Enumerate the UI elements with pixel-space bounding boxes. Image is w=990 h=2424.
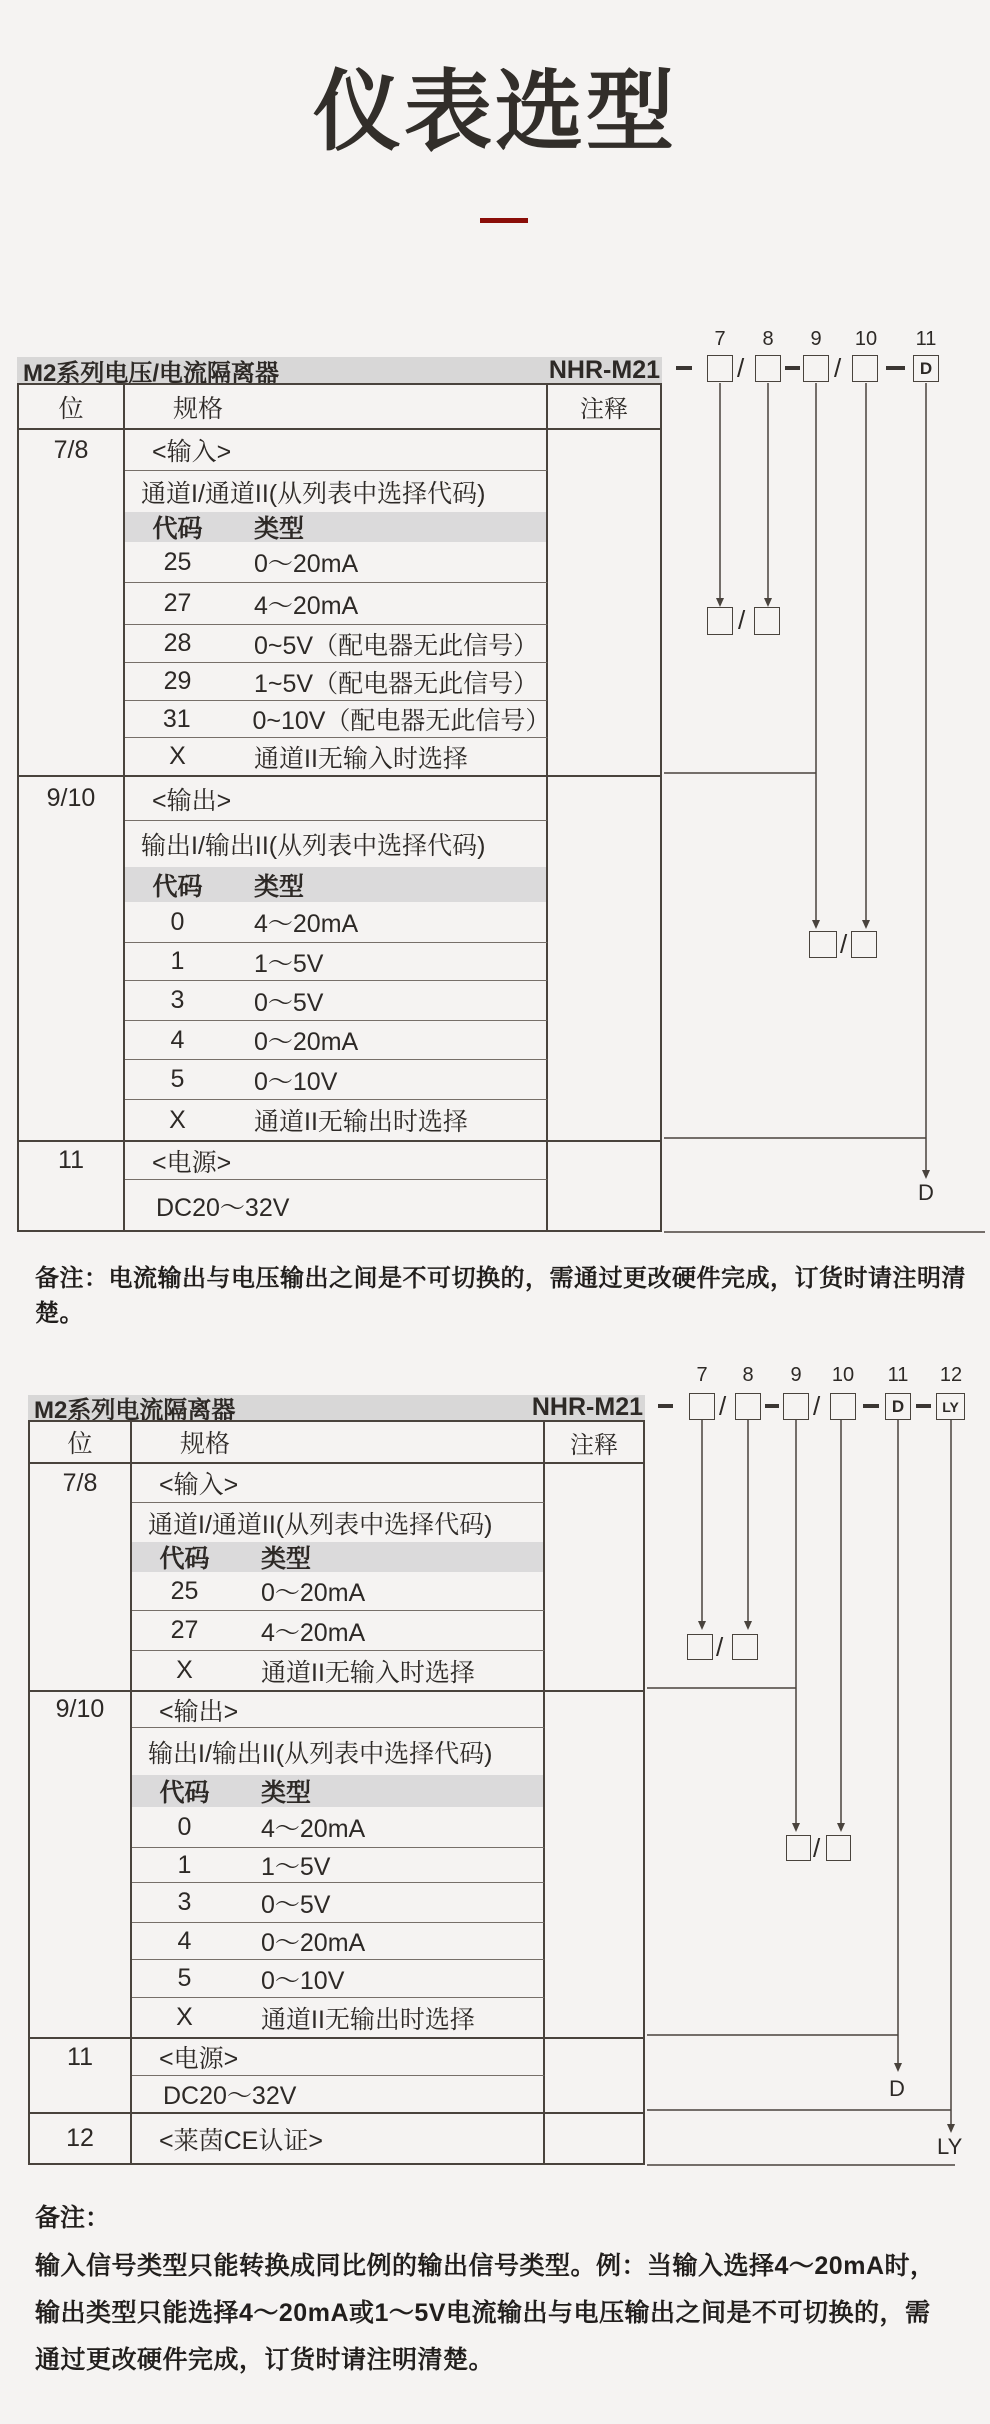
note2-title: 备注：: [35, 2204, 111, 2232]
table-row-value: [30, 2075, 643, 2112]
table-row-subtitle: [30, 1727, 643, 1775]
table2-model-prefix: NHR-M21: [531, 1393, 643, 1421]
pos-cell: [30, 1882, 132, 1922]
code-value: 1: [177, 1850, 192, 1879]
dash-separator: [658, 1404, 673, 1408]
pos-cell: [19, 1179, 125, 1232]
digit-label: 9: [790, 1364, 802, 1386]
code-value: X: [176, 1656, 193, 1684]
table-row-subtitle: [19, 820, 660, 867]
pos-cell: [19, 980, 125, 1020]
code-cell: [125, 700, 551, 737]
slash-separator: /: [813, 1833, 821, 1863]
output-channel-box-2: [851, 931, 877, 958]
table-row-section-title: [30, 2037, 643, 2075]
pos-cell: [19, 1099, 125, 1140]
slash-separator: /: [716, 1632, 724, 1662]
table-row-code: [30, 1610, 643, 1650]
table-row-code: [19, 662, 660, 700]
type-value: 通道II无输出时选择: [261, 2005, 475, 2034]
slash-separator: /: [737, 353, 745, 383]
pos-cell: 12: [30, 2114, 132, 2163]
code-value: 28: [163, 629, 192, 657]
note-cell: [548, 777, 660, 820]
code-cell: [125, 942, 548, 980]
code-value: X: [176, 2003, 193, 2031]
type-value: 0～20mA: [261, 1929, 366, 1957]
dash-separator: [765, 1404, 779, 1408]
power-code-label: D: [889, 2076, 905, 2101]
note-cell: [545, 1847, 643, 1882]
table-row-value: [19, 1179, 660, 1232]
digit-label: 7: [696, 1364, 708, 1386]
table-row-section-title: [30, 1464, 643, 1502]
note-cell: [545, 2075, 643, 2112]
table-row-code: [19, 980, 660, 1020]
note-cell: [545, 2114, 643, 2163]
note-cell: [545, 1464, 643, 1502]
code-value: X: [169, 742, 186, 770]
note-cell: [545, 1882, 643, 1922]
table-row-subtitle: [19, 470, 660, 512]
table1-grid: [17, 383, 662, 1232]
digit-label: 8: [742, 1364, 754, 1386]
pos-cell: 9/10: [19, 777, 125, 820]
dash-separator: [886, 366, 905, 370]
table-row-code: [19, 902, 660, 942]
pos-cell: [30, 2075, 132, 2112]
table-row-subtitle: [30, 1502, 643, 1542]
note-cell: [545, 1502, 643, 1542]
code-value: 0: [177, 1812, 192, 1841]
type-value: 通道II无输入时选择: [261, 1658, 475, 1687]
col-header-note: 注释: [580, 396, 628, 423]
table-voltage-current-isolator: [17, 357, 662, 1232]
code-header-cell: [132, 1775, 545, 1807]
input-channel-box-2: [732, 1634, 758, 1660]
type-value: 0~10V（配电器无此信号）: [252, 707, 551, 735]
type-value: 4～20mA: [261, 1815, 366, 1843]
type-value: 0~5V（配电器无此信号）: [254, 631, 539, 660]
code-box-7: [707, 355, 733, 382]
note-cell: [548, 582, 660, 624]
table1-series-title: M2系列电压/电流隔离器: [23, 359, 280, 387]
note-cell: [545, 2039, 643, 2075]
code-cell: [132, 1610, 545, 1650]
table-row-code: [30, 1650, 643, 1690]
code-value: 1: [170, 947, 185, 975]
code-cell: [132, 1650, 545, 1690]
note-cell: [548, 430, 660, 470]
table-row-code: [19, 700, 660, 737]
table2-header-bar: [28, 1393, 645, 1424]
col-header-pos: 位: [19, 385, 125, 428]
code-box-9: [803, 355, 829, 382]
note-cell: [548, 737, 660, 775]
code-value: 3: [170, 986, 185, 1014]
pos-cell: [19, 624, 125, 662]
pos-cell: [30, 1542, 132, 1572]
table-row-code: [30, 1882, 643, 1922]
page-title: 仪表选型: [312, 62, 677, 161]
note-cell: [545, 1807, 643, 1847]
spec-subtitle-cell: 输出I/输出II(从列表中选择代码): [125, 820, 548, 867]
pos-cell: [19, 737, 125, 775]
dash-separator: [676, 366, 692, 370]
type-value: 1～5V: [254, 949, 324, 978]
table-row-code-header: [30, 1775, 643, 1807]
type-value: 通道II无输入时选择: [254, 744, 468, 773]
code-cell: [125, 737, 548, 775]
table-row-code: [19, 624, 660, 662]
pos-cell: [19, 512, 125, 542]
table-row-code: [19, 942, 660, 980]
note-cell: [548, 624, 660, 662]
pos-cell: 7/8: [19, 430, 125, 470]
slash-separator: /: [813, 1391, 821, 1421]
note-cell: [545, 1727, 643, 1775]
code-cell: [132, 1922, 545, 1959]
code-value: 0: [170, 907, 185, 936]
code-box-11-d: D: [885, 1393, 911, 1420]
table-row-code: [30, 1922, 643, 1959]
pos-cell: [19, 1059, 125, 1099]
note-cell: [548, 470, 660, 512]
pos-cell: [30, 1775, 132, 1807]
pos-cell: 11: [19, 1142, 125, 1179]
note-cell: [545, 1959, 643, 1997]
table-row-section-title: [19, 1140, 660, 1179]
code-value: 27: [163, 589, 192, 617]
spec-title-cell: <输出>: [132, 1692, 545, 1727]
table2-series-title: M2系列电流隔离器: [34, 1397, 236, 1424]
table2-grid: [28, 1420, 645, 2165]
code-header-cell: [125, 512, 548, 542]
ce-code-label: LY: [937, 2134, 963, 2159]
note-cell: [548, 700, 660, 737]
type-value: 0～20mA: [254, 550, 359, 578]
code-value: X: [169, 1105, 186, 1134]
table-current-isolator: [28, 1395, 645, 2165]
table-row-code: [19, 737, 660, 775]
pos-cell: [30, 1807, 132, 1847]
note-cell: [545, 1572, 643, 1610]
note-cell: [545, 1650, 643, 1690]
pos-cell: [30, 1847, 132, 1882]
table-row-code: [19, 1099, 660, 1140]
note2-line: 输入信号类型只能转换成同比例的输出信号类型。例：当输入选择4～20mA时，: [35, 2252, 936, 2280]
pos-cell: [30, 1959, 132, 1997]
code-value: 29: [163, 667, 192, 695]
input-channel-box-2: [754, 607, 780, 635]
note-cell: [545, 1692, 643, 1727]
pos-cell: [19, 1020, 125, 1059]
note-cell: [545, 1997, 643, 2037]
slash-separator: /: [840, 929, 848, 959]
pos-cell: [19, 582, 125, 624]
note-cell: [545, 1542, 643, 1572]
type-value: 通道II无输出时选择: [254, 1108, 468, 1136]
spec-subtitle-cell: 输出I/输出II(从列表中选择代码): [132, 1727, 545, 1775]
digit-label: 8: [762, 328, 774, 350]
table-row-code: [19, 1059, 660, 1099]
table-header-row: [19, 385, 660, 430]
type-value: 0～5V: [254, 988, 324, 1017]
code-value: 25: [163, 547, 192, 576]
note-cell: [548, 902, 660, 942]
slash-separator: /: [834, 353, 842, 383]
table-row-code-header: [19, 512, 660, 542]
table-row-section-title: [30, 1690, 643, 1727]
table-header-row: [30, 1422, 643, 1464]
title-underline-decoration: [480, 218, 528, 223]
note-cell: [548, 980, 660, 1020]
type-value: 1～5V: [261, 1853, 331, 1881]
spec-value-cell: DC20～32V: [125, 1179, 548, 1232]
pos-cell: [30, 1502, 132, 1542]
input-channel-box-1: [707, 607, 733, 635]
type-value: 0～10V: [261, 1966, 345, 1995]
type-value: 0～5V: [261, 1890, 331, 1919]
pos-cell: [19, 470, 125, 512]
note-cell: [545, 1775, 643, 1807]
code-box-10: [852, 355, 878, 382]
dash-separator: [863, 1404, 879, 1408]
note-cell: [545, 1610, 643, 1650]
code-value: 25: [170, 1576, 199, 1605]
output-channel-box-1: [786, 1835, 811, 1861]
digit-label: 11: [887, 1364, 909, 1386]
col-header-note: 注释: [570, 1431, 618, 1459]
slash-separator: /: [738, 605, 746, 635]
code-cell: [132, 1959, 545, 1997]
spec-title-cell: <输入>: [125, 430, 548, 470]
input-channel-box-1: [687, 1634, 713, 1660]
code-cell: [125, 582, 548, 624]
table1-header-bar: [17, 355, 662, 387]
spec-title-cell: <输入>: [132, 1464, 545, 1502]
code-cell: [125, 662, 548, 700]
code-cell: [132, 1807, 545, 1847]
code-value: 5: [170, 1065, 185, 1093]
table-row-code: [30, 1997, 643, 2037]
code-box-11-d: D: [913, 355, 939, 382]
col-header-pos: 位: [30, 1422, 132, 1462]
code-header-label: 代码: [159, 1779, 210, 1807]
pos-cell: [30, 1610, 132, 1650]
spec-title-cell: <输出>: [125, 777, 548, 820]
pos-cell: [19, 662, 125, 700]
note2-line: 通过更改硬件完成，订货时请注明清楚。: [35, 2346, 495, 2374]
digit-label: 9: [810, 328, 822, 350]
pos-cell: [19, 820, 125, 867]
spec-title-cell: <莱茵CE认证>: [132, 2114, 545, 2163]
pos-cell: [30, 1572, 132, 1610]
table-row-section-title: [19, 430, 660, 470]
note2-body: [35, 2243, 965, 2384]
pos-cell: 7/8: [30, 1464, 132, 1502]
type-value: 1~5V（配电器无此信号）: [254, 669, 539, 698]
type-value: 0～10V: [254, 1067, 338, 1096]
code-value: 3: [177, 1888, 192, 1916]
code-value: 4: [177, 1926, 192, 1955]
spec-title-cell: <电源>: [125, 1142, 548, 1179]
table-row-code: [19, 542, 660, 582]
code-cell: [132, 1882, 545, 1922]
note-cell: [548, 542, 660, 582]
slash-separator: /: [719, 1391, 727, 1421]
code-cell: [132, 1572, 545, 1610]
code-box-8: [735, 1393, 761, 1420]
type-value: 4～20mA: [254, 591, 359, 620]
code-header-cell: [132, 1542, 545, 1572]
code-cell: [125, 980, 548, 1020]
note-cell: [548, 867, 660, 902]
pos-cell: [19, 867, 125, 902]
table-row-code: [30, 1572, 643, 1610]
code-box-9: [783, 1393, 809, 1420]
code-value: 5: [177, 1964, 192, 1992]
code-cell: [125, 542, 548, 582]
note-cell: [548, 512, 660, 542]
table-row-code: [19, 582, 660, 624]
power-code-label: D: [918, 1180, 934, 1205]
code-cell: [132, 1847, 545, 1882]
pos-cell: [30, 1997, 132, 2037]
note-cell: [548, 1059, 660, 1099]
note-cell: [548, 820, 660, 867]
pos-cell: [19, 542, 125, 582]
output-channel-box-2: [826, 1835, 851, 1861]
spec-subtitle-cell: 通道I/通道II(从列表中选择代码): [132, 1502, 545, 1542]
note2-line: 输出类型只能选择4～20mA或1～5V电流输出与电压输出之间是不可切换的，需: [35, 2299, 931, 2327]
note-cell: [548, 1099, 660, 1140]
note-cell: [548, 1179, 660, 1232]
digit-label: 10: [854, 328, 878, 350]
table-row-code: [30, 1959, 643, 1997]
code-header-label: 代码: [152, 872, 203, 901]
code-cell: [125, 624, 548, 662]
pos-cell: [19, 902, 125, 942]
note-cell: [548, 942, 660, 980]
col-header-spec: 规格: [132, 1422, 545, 1462]
table-row-section-title: [19, 775, 660, 820]
pos-cell: [30, 1727, 132, 1775]
digit-label: 12: [939, 1364, 963, 1386]
note-cell: [548, 1142, 660, 1179]
table-row-code-header: [19, 867, 660, 902]
code-header-label: 代码: [159, 1545, 210, 1573]
code-box-12-ly: LY: [936, 1393, 965, 1420]
code-box-10: [830, 1393, 856, 1420]
type-header-label: 类型: [254, 872, 305, 901]
table-row-section-title: [30, 2112, 643, 2163]
pos-cell: [30, 1650, 132, 1690]
table1-note: 备注：电流输出与电压输出之间是不可切换的，需通过更改硬件完成，订货时请注明清楚。: [35, 1265, 966, 1327]
type-value: 0～20mA: [254, 1028, 359, 1056]
type-value: 4～20mA: [261, 1618, 366, 1647]
pos-cell: [19, 942, 125, 980]
code-header-label: 代码: [152, 515, 203, 543]
type-header-label: 类型: [254, 515, 305, 543]
code-header-cell: [125, 867, 548, 902]
code-cell: [125, 1099, 548, 1140]
type-header-label: 类型: [261, 1779, 312, 1807]
type-header-label: 类型: [261, 1545, 312, 1573]
code-value: 27: [170, 1616, 199, 1644]
digit-label: 7: [714, 328, 726, 350]
spec-title-cell: <电源>: [132, 2039, 545, 2075]
spec-value-cell: DC20～32V: [132, 2075, 545, 2112]
code-cell: [125, 1020, 548, 1059]
pos-cell: [30, 1922, 132, 1959]
table-row-code: [30, 1807, 643, 1847]
pos-cell: 9/10: [30, 1692, 132, 1727]
type-value: 0～20mA: [261, 1579, 366, 1607]
dash-separator: [785, 366, 800, 370]
col-header-spec: 规格: [125, 385, 548, 428]
type-value: 4～20mA: [254, 910, 359, 938]
pos-cell: [19, 700, 125, 737]
code-value: 31: [162, 704, 191, 733]
code-value: 4: [170, 1025, 185, 1054]
code-cell: [125, 902, 548, 942]
code-cell: [125, 1059, 548, 1099]
pos-cell: 11: [30, 2039, 132, 2075]
code-box-7: [689, 1393, 715, 1420]
table-row-code: [30, 1847, 643, 1882]
table1-model-prefix: NHR-M21: [548, 355, 660, 384]
table-row-code: [19, 1020, 660, 1059]
table-row-code-header: [30, 1542, 643, 1572]
digit-label: 11: [915, 328, 937, 350]
note-cell: [548, 662, 660, 700]
note-cell: [545, 1922, 643, 1959]
spec-subtitle-cell: 通道I/通道II(从列表中选择代码): [125, 470, 548, 512]
digit-label: 10: [831, 1364, 855, 1386]
code-cell: [132, 1997, 545, 2037]
note-cell: [548, 1020, 660, 1059]
dash-separator: [916, 1404, 931, 1408]
output-channel-box-1: [809, 931, 837, 958]
code-box-8: [755, 355, 781, 382]
